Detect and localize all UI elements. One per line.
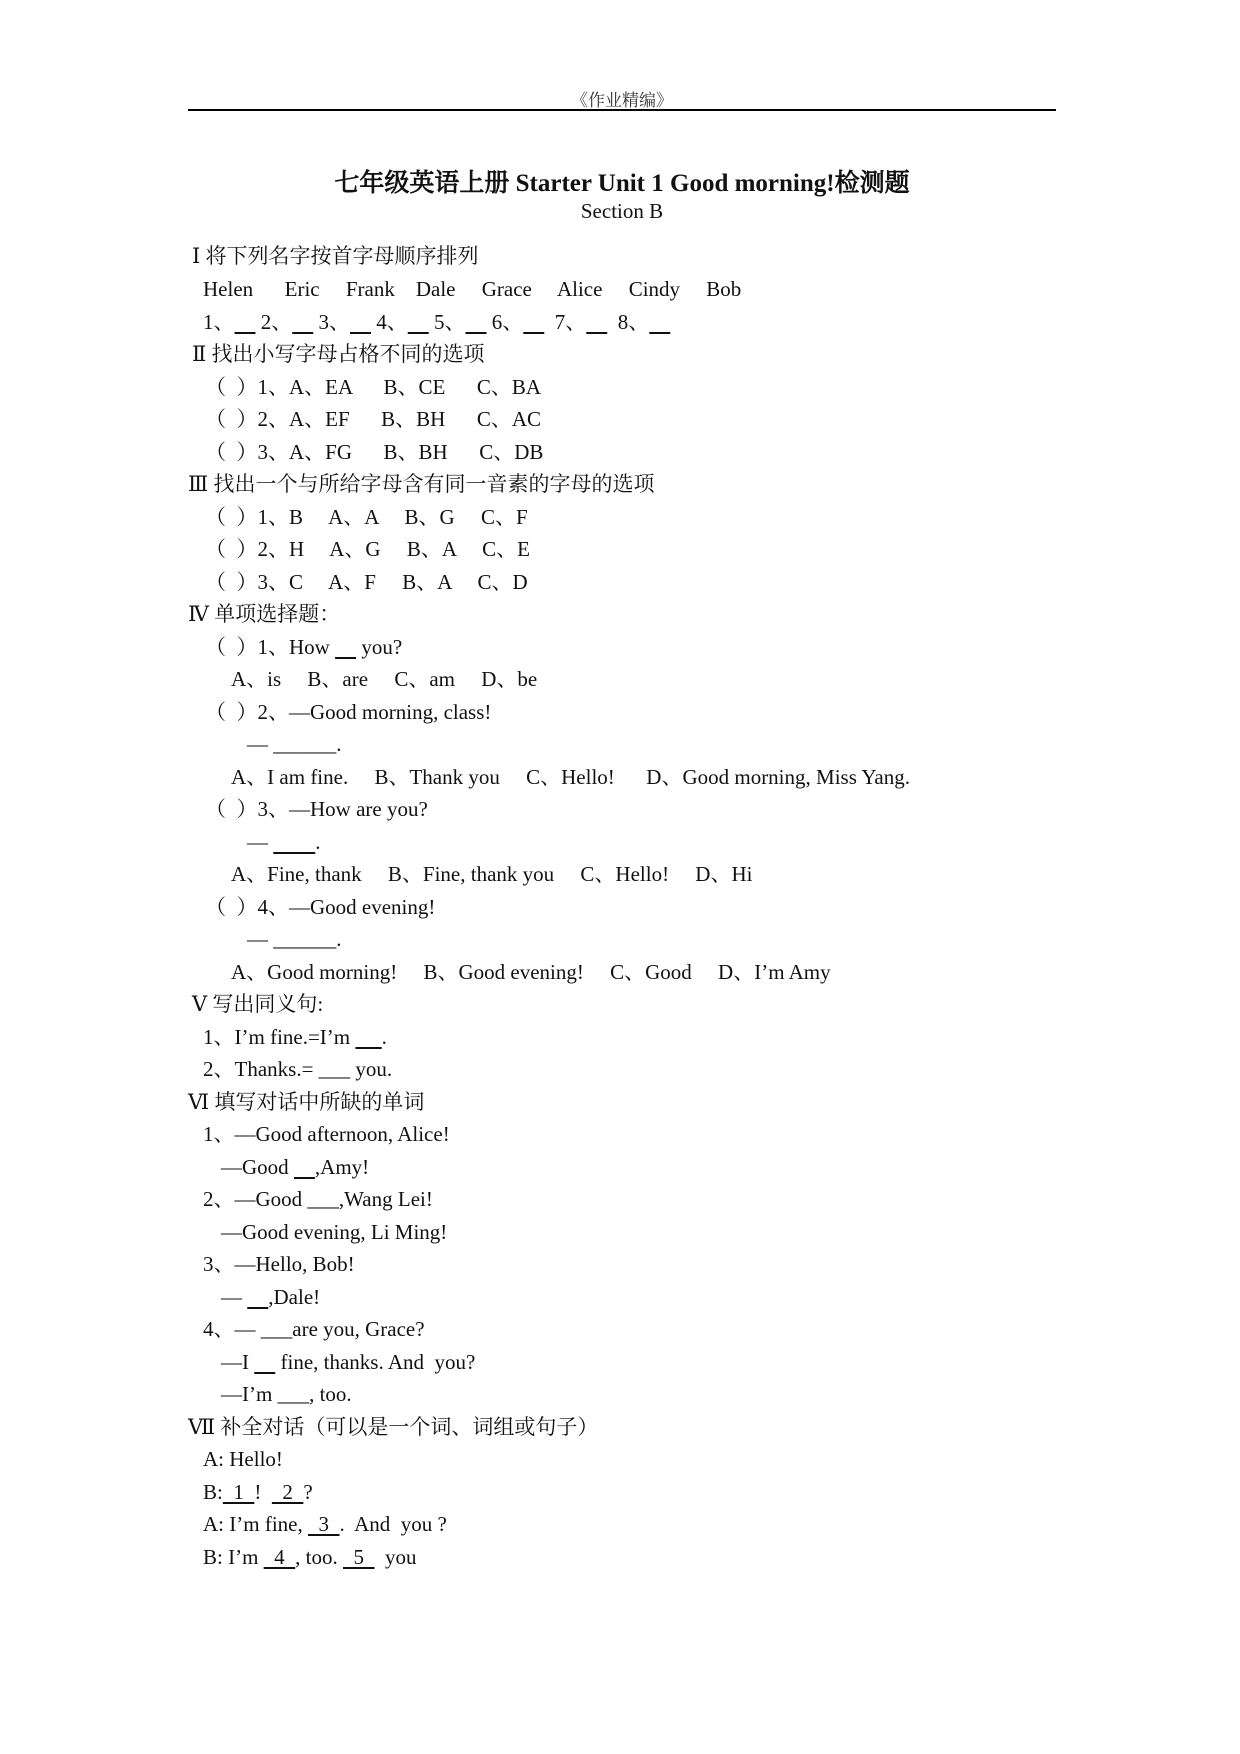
answer-blank[interactable]: 5 [343,1545,375,1569]
line-text: A、Fine, thank B、Fine, thank you C、Hello! D、Hi [231,862,753,886]
text-line [192,341,485,367]
answer-blank[interactable]: 3 [307,1512,340,1536]
line-text: 3、 [313,310,350,334]
text-line [192,991,323,1017]
line-text: . [381,1025,387,1049]
line-text: A、I am fine. B、Thank you C、Hello! D、Good morning, Miss Yang. [231,765,910,789]
page-subtitle: Section B [580,199,664,223]
line-text: （ ）3、—How are you? [205,797,428,821]
line-text: 1、I’m fine.=I’m [203,1025,356,1049]
page-header: 《作业精编》 [571,91,673,110]
line-text: Ⅶ 补全对话（可以是一个词、词组或句子） [188,1415,599,1439]
line-text: 7、 [544,310,587,334]
text-line [221,1219,447,1245]
line-text: —Good evening, Li Ming! [221,1220,448,1244]
answer-blank[interactable] [247,1285,268,1309]
text-line [231,764,910,790]
text-line [205,406,541,432]
text-line [203,1446,283,1472]
text-line [205,569,528,595]
line-text: 4、 [371,310,408,334]
text-line [205,374,541,400]
line-text: you? [356,635,403,659]
answer-blank[interactable] [254,1350,275,1374]
text-line [203,1024,387,1050]
answer-blank[interactable] [466,310,487,334]
text-line [231,959,831,985]
answer-blank[interactable] [355,1025,381,1049]
line-text: （ ）1、B A、A B、G C、F [205,505,528,529]
line-text: , too. [295,1545,344,1569]
line-text: （ ）2、—Good morning, class! [205,700,492,724]
line-text: 1、 [203,310,235,334]
text-line [205,634,402,660]
line-text: 3、—Hello, Bob! [203,1252,355,1276]
line-text: （ ）1、A、EA B、CE C、BA [205,375,542,399]
text-line [203,1544,417,1570]
line-text: Ⅴ 写出同义句: [192,992,324,1016]
answer-blank[interactable] [350,310,371,334]
line-text: B: [203,1480,223,1504]
answer-blank[interactable] [408,310,429,334]
text-line [192,243,479,269]
answer-blank[interactable] [335,635,356,659]
text-line [205,699,491,725]
answer-blank[interactable]: 2 [271,1480,304,1504]
line-text: —Good [221,1155,294,1179]
line-text: Ⅰ 将下列名字按首字母顺序排列 [192,244,479,268]
text-line [203,1056,392,1082]
text-line [221,1154,369,1180]
line-text: —I [221,1350,255,1374]
text-line [231,861,752,887]
line-text: 2、Thanks.= ___ you. [203,1057,393,1081]
line-text: — ______. [247,927,342,951]
text-line [203,1511,447,1537]
line-text: 2、—Good ___,Wang Lei! [203,1187,433,1211]
line-text: （ ）3、C A、F B、A C、D [205,570,528,594]
line-text: A、is B、are C、am D、be [231,667,538,691]
answer-blank[interactable] [294,1155,315,1179]
line-text: B: I’m [203,1545,264,1569]
line-text: （ ）3、A、FG B、BH C、DB [205,440,544,464]
text-line [247,829,321,855]
line-text: 6、 [486,310,524,334]
line-text: A: I’m fine, [203,1512,308,1536]
line-text: 1、—Good afternoon, Alice! [203,1122,450,1146]
text-line [221,1284,320,1310]
text-line [205,796,428,822]
line-text: . [315,830,321,854]
line-text: Helen Eric Frank Dale Grace Alice Cindy Bob [203,277,742,301]
text-line [188,1414,598,1440]
line-text: A: Hello! [203,1447,283,1471]
line-text: you [374,1545,417,1569]
line-text: Ⅲ 找出一个与所给字母含有同一音素的字母的选项 [188,472,655,496]
text-line [205,536,530,562]
text-line [188,601,340,627]
text-line [247,926,342,952]
text-line [188,1089,424,1115]
line-text: ,Amy! [314,1155,370,1179]
text-line [203,276,741,302]
line-text: （ ）2、A、EF B、BH C、AC [205,407,542,431]
answer-blank[interactable] [292,310,313,334]
line-text: fine, thanks. And you? [275,1350,476,1374]
line-text: 4、— ___are you, Grace? [203,1317,425,1341]
line-text: — ______. [247,732,342,756]
text-line [188,471,655,497]
line-text: 5、 [428,310,466,334]
text-line [203,1251,355,1277]
text-line [203,1121,450,1147]
answer-blank[interactable] [649,310,670,334]
answer-blank[interactable]: 4 [263,1545,296,1569]
text-line [203,1316,425,1342]
text-line [231,666,537,692]
line-text: — [247,830,274,854]
line-text: Ⅵ 填写对话中所缺的单词 [188,1090,425,1114]
text-line [205,504,528,530]
line-text: ! [254,1480,272,1504]
line-text: 8、 [607,310,650,334]
text-line [203,309,670,335]
text-line [205,439,543,465]
line-text: （ ）1、How [205,635,336,659]
header-rule [188,109,1056,111]
page-title: 七年级英语上册 Starter Unit 1 Good morning!检测题 [334,170,910,197]
text-line [221,1381,352,1407]
text-line [205,894,435,920]
answer-blank[interactable] [586,310,607,334]
line-text: ? [303,1480,313,1504]
text-line [203,1186,433,1212]
text-line [247,731,342,757]
line-text: —I’m ___, too. [221,1382,352,1406]
line-text: Ⅱ 找出小写字母占格不同的选项 [192,342,485,366]
line-text: — [221,1285,248,1309]
line-text: ,Dale! [268,1285,321,1309]
line-text: （ ）2、H A、G B、A C、E [205,537,530,561]
line-text: 2、 [255,310,293,334]
line-text: Ⅳ 单项选择题： [188,602,341,626]
text-line [221,1349,475,1375]
line-text: A、Good morning! B、Good evening! C、Good D、I’m Amy [231,960,831,984]
answer-blank[interactable] [523,310,544,334]
answer-blank[interactable] [273,830,315,854]
text-line [203,1479,313,1505]
line-text: （ ）4、—Good evening! [205,895,436,919]
answer-blank[interactable]: 1 [222,1480,255,1504]
line-text: . And you ? [339,1512,447,1536]
answer-blank[interactable] [235,310,256,334]
